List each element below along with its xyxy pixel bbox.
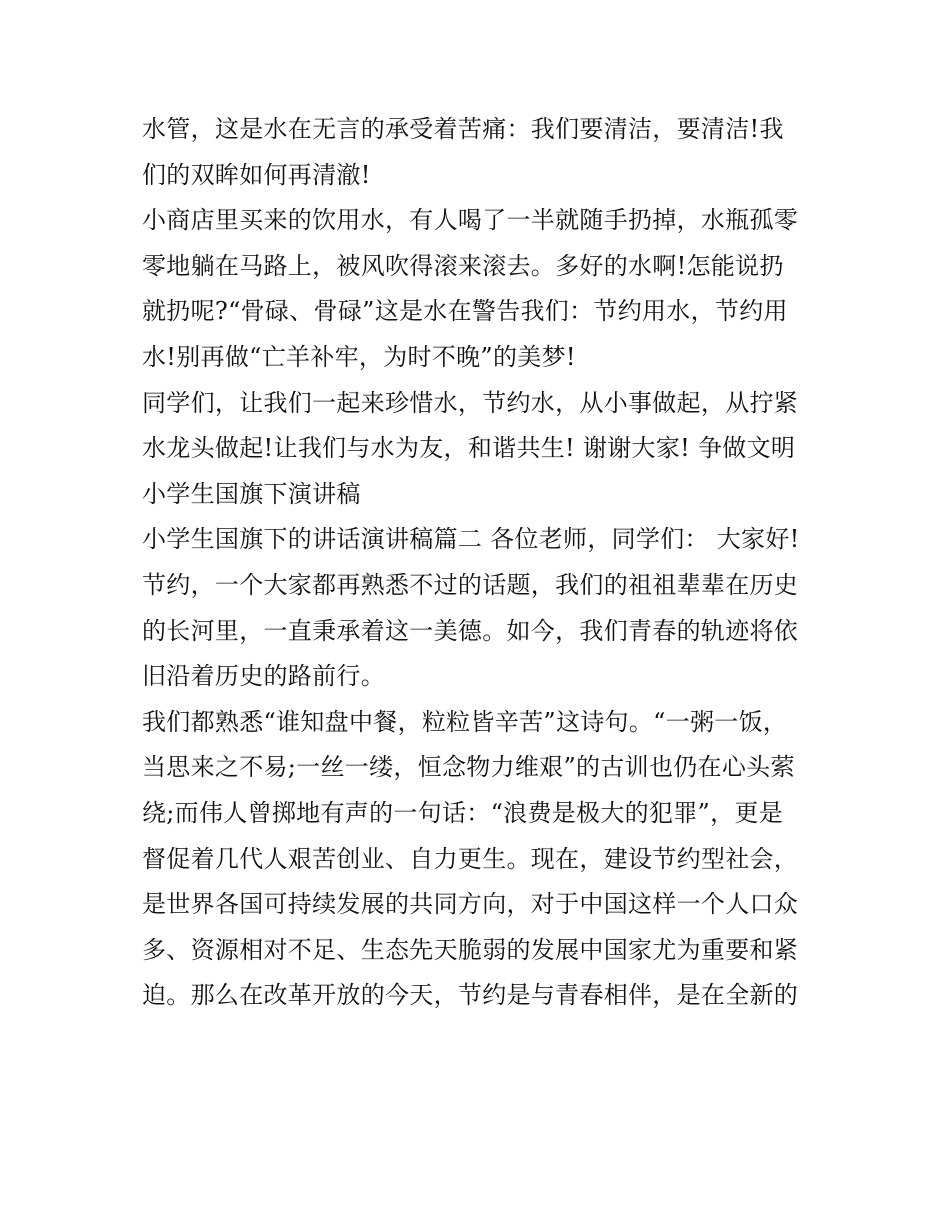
text-line: 水!别再做“亡羊补牢，为时不晚”的美梦!: [142, 342, 576, 371]
text-line: 的长河里，一直秉承着这一美德。如今，我们青春的轨迹将依: [142, 616, 799, 645]
text-line: 零地躺在马路上，被风吹得滚来滚去。多好的水啊!怎能说扔: [142, 251, 784, 280]
text-line: 水管，这是水在无言的承受着苦痛：我们要清洁，要清洁!我: [142, 115, 784, 143]
text-line: 节约，一个大家都再熟悉不过的话题，我们的祖祖辈辈在历史: [142, 570, 799, 599]
text-line: 当思来之不易;一丝一缕，恒念物力维艰”的古训也仍在心头萦: [142, 753, 795, 782]
text-line: 多、资源相对不足、生态先天脆弱的发展中国家尤为重要和紧: [142, 935, 799, 964]
text-line: 小商店里买来的饮用水，有人喝了一半就随手扔掉，水瓶孤零: [142, 206, 799, 235]
text-line: 小学生国旗下的讲话演讲稿篇二 各位老师，同学们： 大家好!: [142, 525, 800, 554]
text-line: 小学生国旗下演讲稿: [142, 479, 361, 508]
text-line: 迫。那么在改革开放的今天，节约是与青春相伴，是在全新的: [142, 981, 799, 1010]
text-line: 们的双眸如何再清澈!: [142, 160, 371, 189]
text-line: 绕;而伟人曾掷地有声的一句话：“浪费是极大的犯罪”，更是: [142, 798, 784, 827]
text-line: 我们都熟悉“谁知盘中餐，粒粒皆辛苦”这诗句。“一粥一饭，: [142, 707, 788, 736]
document-body: [142, 107, 822, 1019]
text-line: 是世界各国可持续发展的共同方向，对于中国这样一个人口众: [142, 890, 799, 919]
text-line: 同学们，让我们一起来珍惜水，节约水，从小事做起，从拧紧: [142, 388, 799, 417]
text-line: 水龙头做起!让我们与水为友，和谐共生! 谢谢大家! 争做文明: [142, 434, 796, 463]
text-line: 督促着几代人艰苦创业、自力更生。现在，建设节约型社会，: [142, 844, 799, 873]
text-line: 旧沿着历史的路前行。: [142, 662, 385, 691]
text-line: 就扔呢?“骨碌、骨碌”这是水在警告我们：节约用水，节约用: [142, 297, 788, 326]
